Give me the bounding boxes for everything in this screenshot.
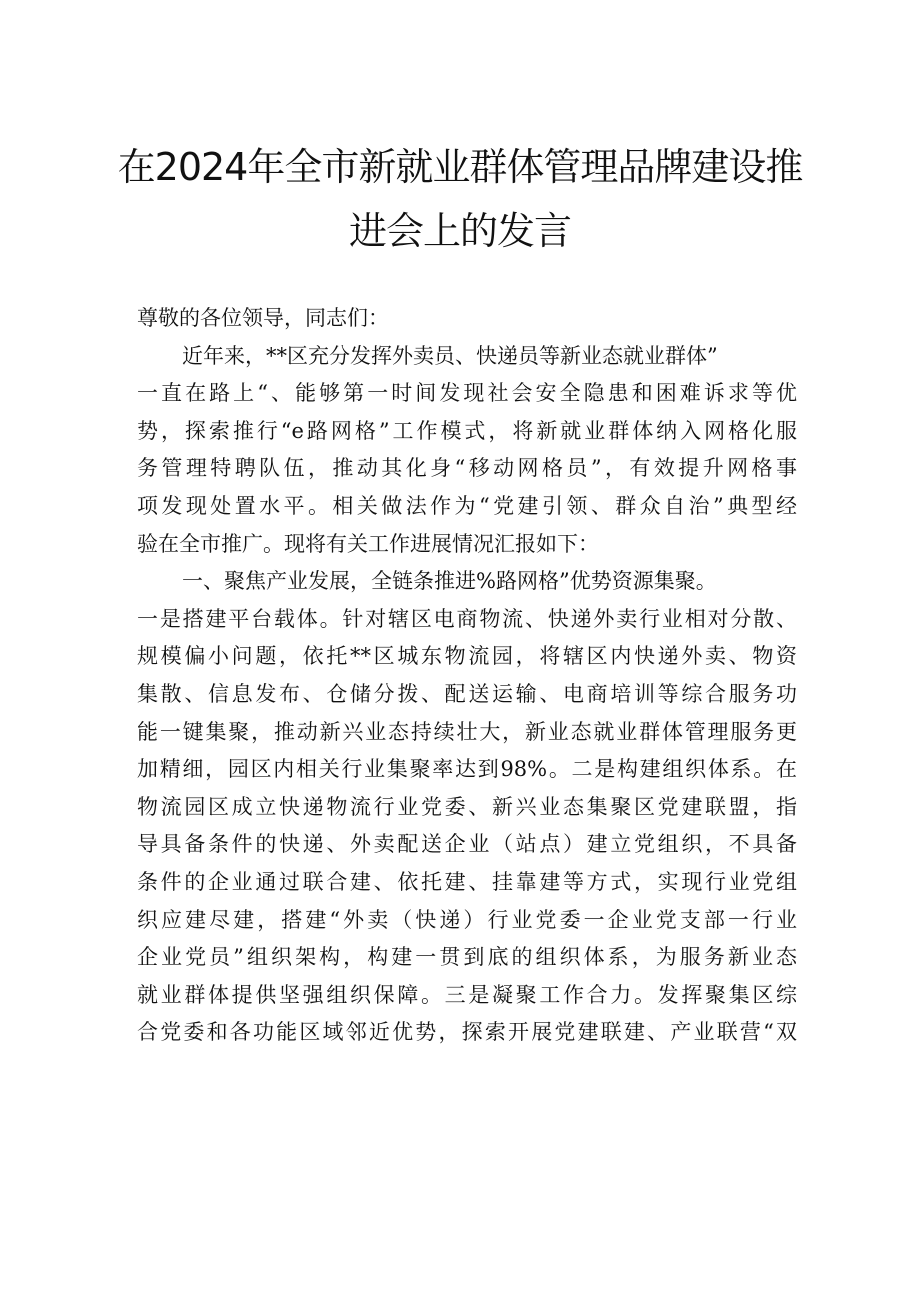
paragraph-line: 织应建尽建，搭建“外卖（快递）行业党委一企业党支部一行业 — [137, 907, 797, 932]
paragraph-line: 物流园区成立快递物流行业党委、新兴业态集聚区党建联盟，指 — [137, 794, 797, 819]
section-heading-line: 一、聚焦产业发展，全链条推进%路网格”优势资源集聚。 — [182, 569, 717, 594]
salutation: 尊敬的各位领导，同志们： — [137, 306, 389, 330]
paragraph-line: 项发现处置水平。相关做法作为“党建引领、群众自治”典型经 — [137, 493, 797, 518]
paragraph-line: 一是搭建平台载体。针对辖区电商物流、快递外卖行业相对分散、 — [137, 606, 797, 631]
paragraph-line: 一直在路上“、能够第一时间发现社会安全隐患和困难诉求等优 — [137, 381, 797, 406]
paragraph-line: 规模偏小问题，依托**区城东物流园，将辖区内快递外卖、物资 — [137, 644, 797, 669]
paragraph-line: 企业党员”组织架构，构建一贯到底的组织体系，为服务新业态 — [137, 945, 797, 970]
paragraph-line: 合党委和各功能区域邻近优势，探索开展党建联建、产业联营“双 — [137, 1020, 797, 1045]
paragraph-line: 能一键集聚，推动新兴业态持续壮大，新业态就业群体管理服务更 — [137, 719, 797, 744]
paragraph-line: 集散、信息发布、仓储分拨、配送运输、电商培训等综合服务功 — [137, 681, 797, 706]
paragraph-line: 近年来，**区充分发挥外卖员、快递员等新业态就业群体” — [182, 343, 718, 368]
document-title-line-1: 在2024年全市新就业群体管理品牌建设推 — [117, 145, 803, 189]
paragraph-line: 加精细，园区内相关行业集聚率达到98%。二是构建组织体系。在 — [137, 757, 797, 782]
document-body — [137, 300, 797, 1052]
paragraph-line: 务管理特聘队伍，推动其化身“移动网格员”，有效提升网格事 — [137, 456, 797, 481]
paragraph-line: 条件的企业通过联合建、依托建、挂靠建等方式，实现行业党组 — [137, 869, 797, 894]
paragraph-line: 就业群体提供坚强组织保障。三是凝聚工作合力。发挥聚集区综 — [137, 982, 797, 1007]
paragraph-line: 验在全市推广。现将有关工作进展情况汇报如下： — [137, 531, 599, 556]
paragraph-line: 势，探索推行“e路网格”工作模式，将新就业群体纳入网格化服 — [137, 418, 797, 443]
paragraph-line: 导具备条件的快递、外卖配送企业（站点）建立党组织，不具备 — [137, 832, 797, 857]
document-title-line-2: 进会上的发言 — [348, 209, 571, 253]
